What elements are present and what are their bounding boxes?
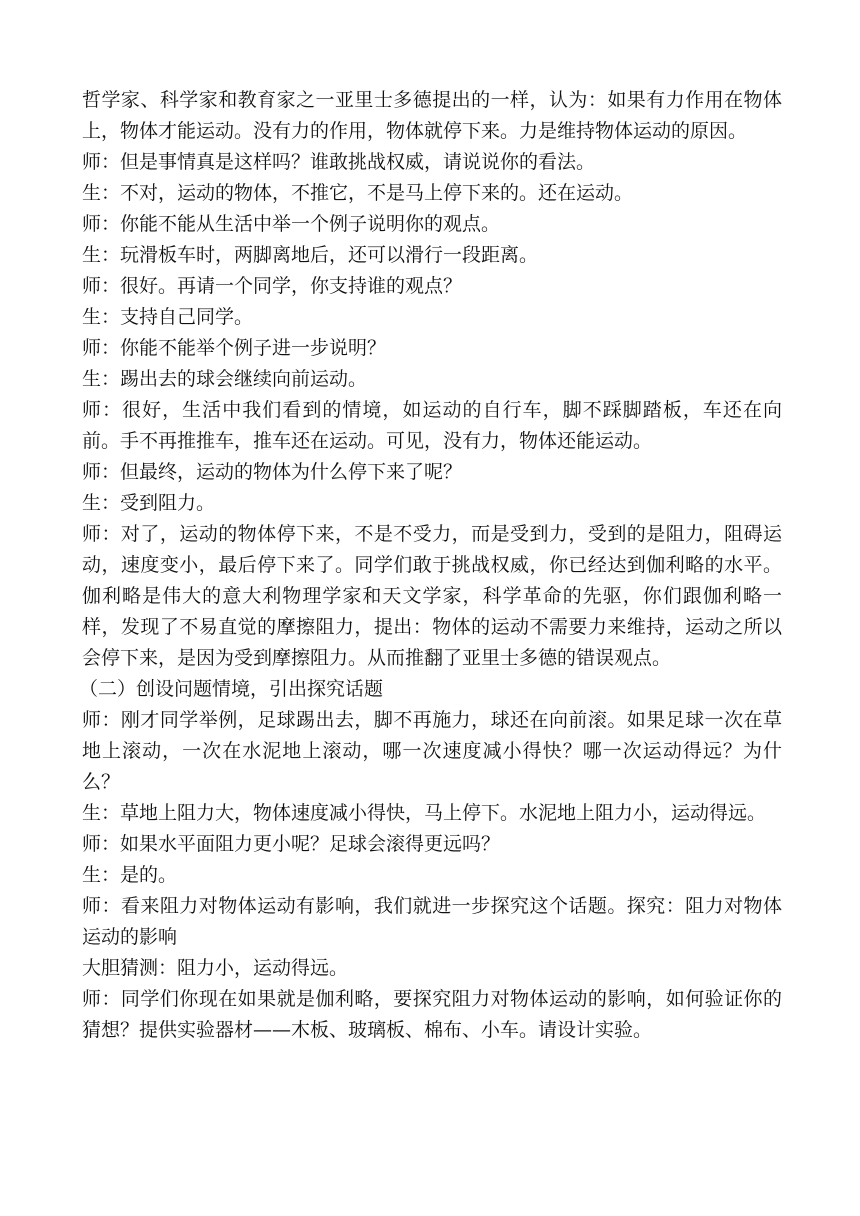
dialogue-line: 师：如果水平面阻力更小呢？足球会滚得更远吗？ (82, 833, 501, 855)
dialogue-line: 生：是的。 (82, 864, 178, 886)
dialogue-line: 师：同学们你现在如果就是伽利略，要探究阻力对物体运动的影响，如何验证你的猜想？提供实验器材——木板、玻璃板、棉布、小车。请设计实验。 (82, 988, 782, 1041)
section-heading: （二）创设问题情境，引出探究话题 (79, 678, 384, 700)
dialogue-line: 师：你能不能举个例子进一步说明？ (82, 337, 387, 359)
dialogue-line: 生：踢出去的球会继续向前运动。 (82, 368, 368, 390)
dialogue-line: 师：对了，运动的物体停下来，不是不受力，而是受到力，受到的是阻力，阻碍运动，速度变小，最后停下来了。同学们敢于挑战权威，你已经达到伽利略的水平。伽利略是伟大的意大利物理学家和天文学家，科学革命的先驱，你们跟伽利略一样，发现了不易直觉的摩擦阻力，提出：物体的运动不需要力来维持，运动之所以会停下来，是因为受到摩擦阻力。从而推翻了亚里士多德的错误观点。 (82, 523, 782, 669)
dialogue-line: 师：看来阻力对物体运动有影响，我们就进一步探究这个话题。探究：阻力对物体运动的影响 (82, 895, 782, 948)
dialogue-line: 生：草地上阻力大，物体速度减小得快，马上停下。水泥地上阻力小，运动得远。 (82, 802, 767, 824)
paragraph-intro: 哲学家、科学家和教育家之一亚里士多德提出的一样，认为：如果有力作用在物体上，物体才能运动。没有力的作用，物体就停下来。力是维持物体运动的原因。 (82, 89, 782, 142)
dialogue-line: 生：支持自己同学。 (82, 306, 254, 328)
dialogue-line: 师：刚才同学举例，足球踢出去，脚不再施力，球还在向前滚。如果足球一次在草地上滚动，一次在水泥地上滚动，哪一次速度减小得快？哪一次运动得远？为什么？ (82, 709, 782, 793)
dialogue-line: 生：受到阻力。 (82, 492, 216, 514)
dialogue-line: 生：玩滑板车时，两脚离地后，还可以滑行一段距离。 (82, 244, 539, 266)
dialogue-line: 师：你能不能从生活中举一个例子说明你的观点。 (82, 213, 501, 235)
dialogue-line: 生：不对，运动的物体，不推它，不是马上停下来的。还在运动。 (82, 182, 634, 204)
dialogue-line: 师：很好，生活中我们看到的情境，如运动的自行车，脚不踩脚踏板，车还在向前。手不再推推车，推车还在运动。可见，没有力，物体还能运动。 (82, 399, 782, 452)
document-body (79, 85, 782, 1046)
dialogue-line: 师：但是事情真是这样吗？谁敢挑战权威，请说说你的看法。 (82, 151, 596, 173)
dialogue-line: 师：但最终，运动的物体为什么停下来了呢？ (82, 461, 463, 483)
hypothesis-line: 大胆猜测：阻力小，运动得远。 (82, 957, 349, 979)
dialogue-line: 师：很好。再请一个同学，你支持谁的观点？ (82, 275, 463, 297)
